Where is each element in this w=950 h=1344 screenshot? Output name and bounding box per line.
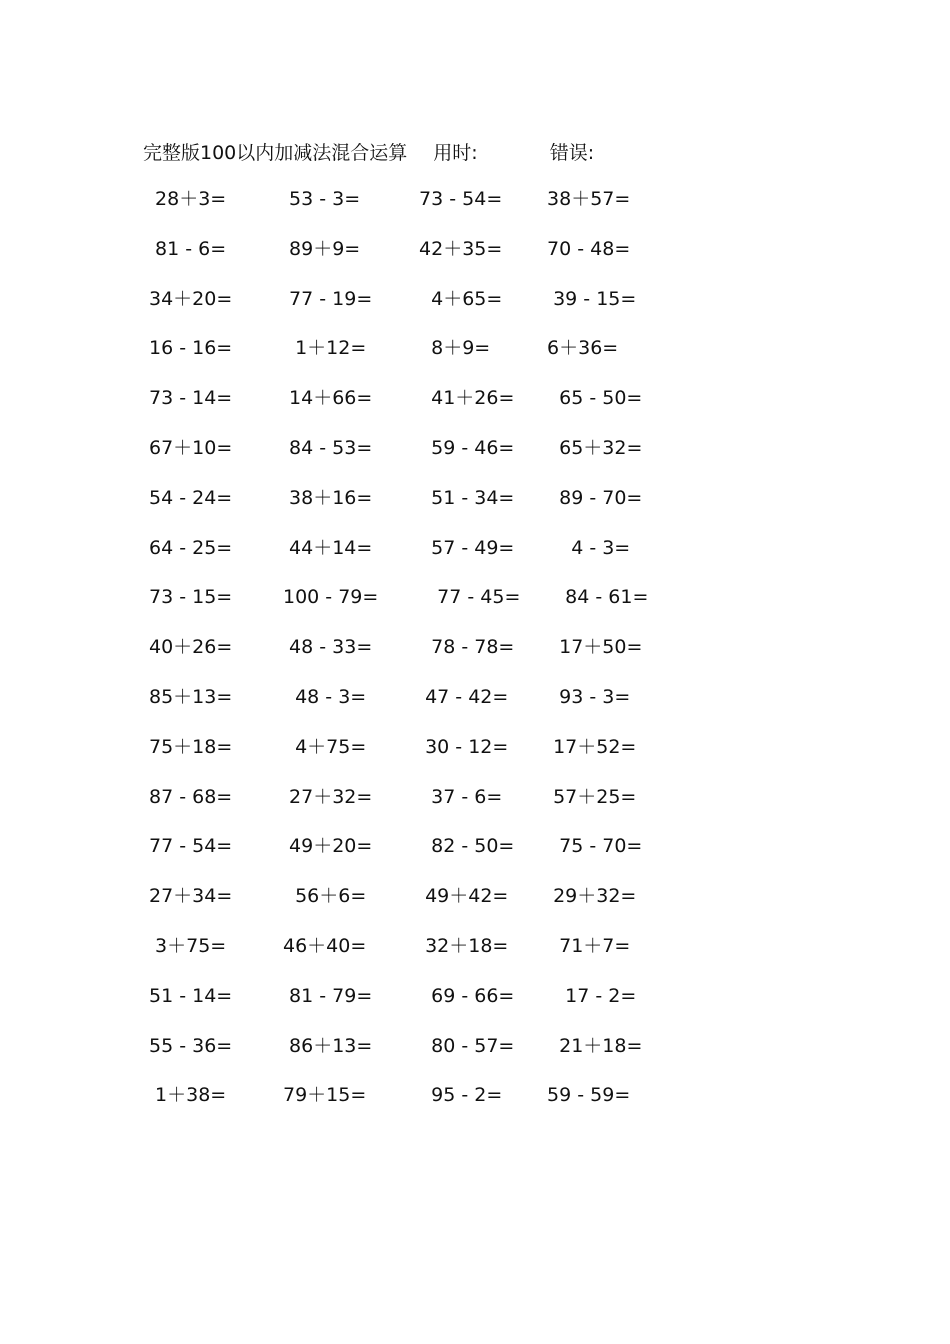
math-problem: 80 - 57= (413, 1034, 515, 1057)
math-problem: 81 - 79= (283, 984, 373, 1007)
math-problem: 67＋10= (149, 436, 233, 459)
math-problem: 71＋7= (541, 934, 631, 957)
math-problem: 95 - 2= (413, 1084, 503, 1107)
math-problem: 69 - 66= (413, 984, 515, 1007)
math-problem: 89＋9= (283, 237, 361, 260)
math-problem: 55 - 36= (149, 1034, 233, 1057)
math-problem: 16 - 16= (149, 337, 233, 360)
math-problem: 73 - 54= (413, 188, 503, 210)
math-problem: 30 - 12= (413, 735, 509, 758)
math-problem: 38＋57= (541, 188, 631, 210)
math-problem: 73 - 14= (149, 387, 233, 410)
math-problem: 37 - 6= (413, 785, 503, 808)
math-problem: 51 - 34= (413, 486, 515, 509)
math-problem: 44＋14= (283, 536, 373, 559)
math-problem: 27＋34= (149, 885, 233, 908)
math-problem: 6＋36= (541, 337, 619, 360)
math-problem: 41＋26= (413, 387, 515, 410)
math-problem: 51 - 14= (149, 984, 233, 1007)
math-problem: 87 - 68= (149, 785, 233, 808)
math-problem: 64 - 25= (149, 536, 233, 559)
math-problem: 65 - 50= (541, 387, 643, 410)
math-problem: 48 - 3= (283, 685, 367, 708)
math-problem: 4 - 3= (541, 536, 631, 559)
math-problem: 27＋32= (283, 785, 373, 808)
math-problem: 47 - 42= (413, 685, 509, 708)
math-problem: 89 - 70= (541, 486, 643, 509)
math-problem: 75 - 70= (541, 835, 643, 858)
math-problem: 49＋42= (413, 885, 509, 908)
time-used-label: 用时: (433, 141, 478, 164)
math-problem: 40＋26= (149, 636, 233, 659)
math-problem: 77 - 19= (283, 287, 373, 310)
math-problem: 17＋52= (541, 735, 637, 758)
math-problem: 77 - 54= (149, 835, 233, 858)
math-problem: 59 - 46= (413, 436, 515, 459)
math-problem: 34＋20= (149, 287, 233, 310)
math-problem: 81 - 6= (149, 237, 227, 260)
math-problem: 73 - 15= (149, 586, 233, 609)
math-problem: 70 - 48= (541, 237, 631, 260)
math-problem: 53 - 3= (283, 188, 361, 210)
math-problem: 56＋6= (283, 885, 367, 908)
math-problem: 17 - 2= (541, 984, 637, 1007)
math-problem: 38＋16= (283, 486, 373, 509)
math-problem: 49＋20= (283, 835, 373, 858)
math-problem: 48 - 33= (283, 636, 373, 659)
math-problem: 59 - 59= (541, 1084, 631, 1107)
math-problem: 82 - 50= (413, 835, 515, 858)
math-problem: 21＋18= (541, 1034, 643, 1057)
worksheet-title: 完整版100以内加减法混合运算 (143, 141, 408, 164)
math-problem: 14＋66= (283, 387, 373, 410)
math-problem: 65＋32= (541, 436, 643, 459)
math-problem: 86＋13= (283, 1034, 373, 1057)
math-problem: 84 - 61= (541, 586, 649, 609)
errors-label: 错误: (549, 141, 595, 164)
math-problem: 4＋75= (283, 735, 367, 758)
math-problem: 57＋25= (541, 785, 637, 808)
math-problem: 4＋65= (413, 287, 503, 310)
math-problem: 3＋75= (149, 934, 227, 957)
math-problem: 29＋32= (541, 885, 637, 908)
math-problem: 8＋9= (413, 337, 491, 360)
math-problem: 78 - 78= (413, 636, 515, 659)
math-problem: 54 - 24= (149, 486, 233, 509)
math-problem: 17＋50= (541, 636, 643, 659)
math-problem: 77 - 45= (413, 586, 521, 609)
math-problem: 1＋38= (149, 1084, 227, 1107)
math-problem: 84 - 53= (283, 436, 373, 459)
math-problem: 28＋3= (149, 188, 227, 210)
math-problem: 85＋13= (149, 685, 233, 708)
math-problem: 93 - 3= (541, 685, 631, 708)
math-problem: 32＋18= (413, 934, 509, 957)
math-problem: 46＋40= (283, 934, 367, 957)
math-problem: 75＋18= (149, 735, 233, 758)
math-problem: 100 - 79= (283, 586, 379, 609)
math-problem: 1＋12= (283, 337, 367, 360)
worksheet-header (143, 137, 594, 165)
math-problem: 57 - 49= (413, 536, 515, 559)
math-problem: 42＋35= (413, 237, 503, 260)
math-problem: 39 - 15= (541, 287, 637, 310)
math-problem: 79＋15= (283, 1084, 367, 1107)
